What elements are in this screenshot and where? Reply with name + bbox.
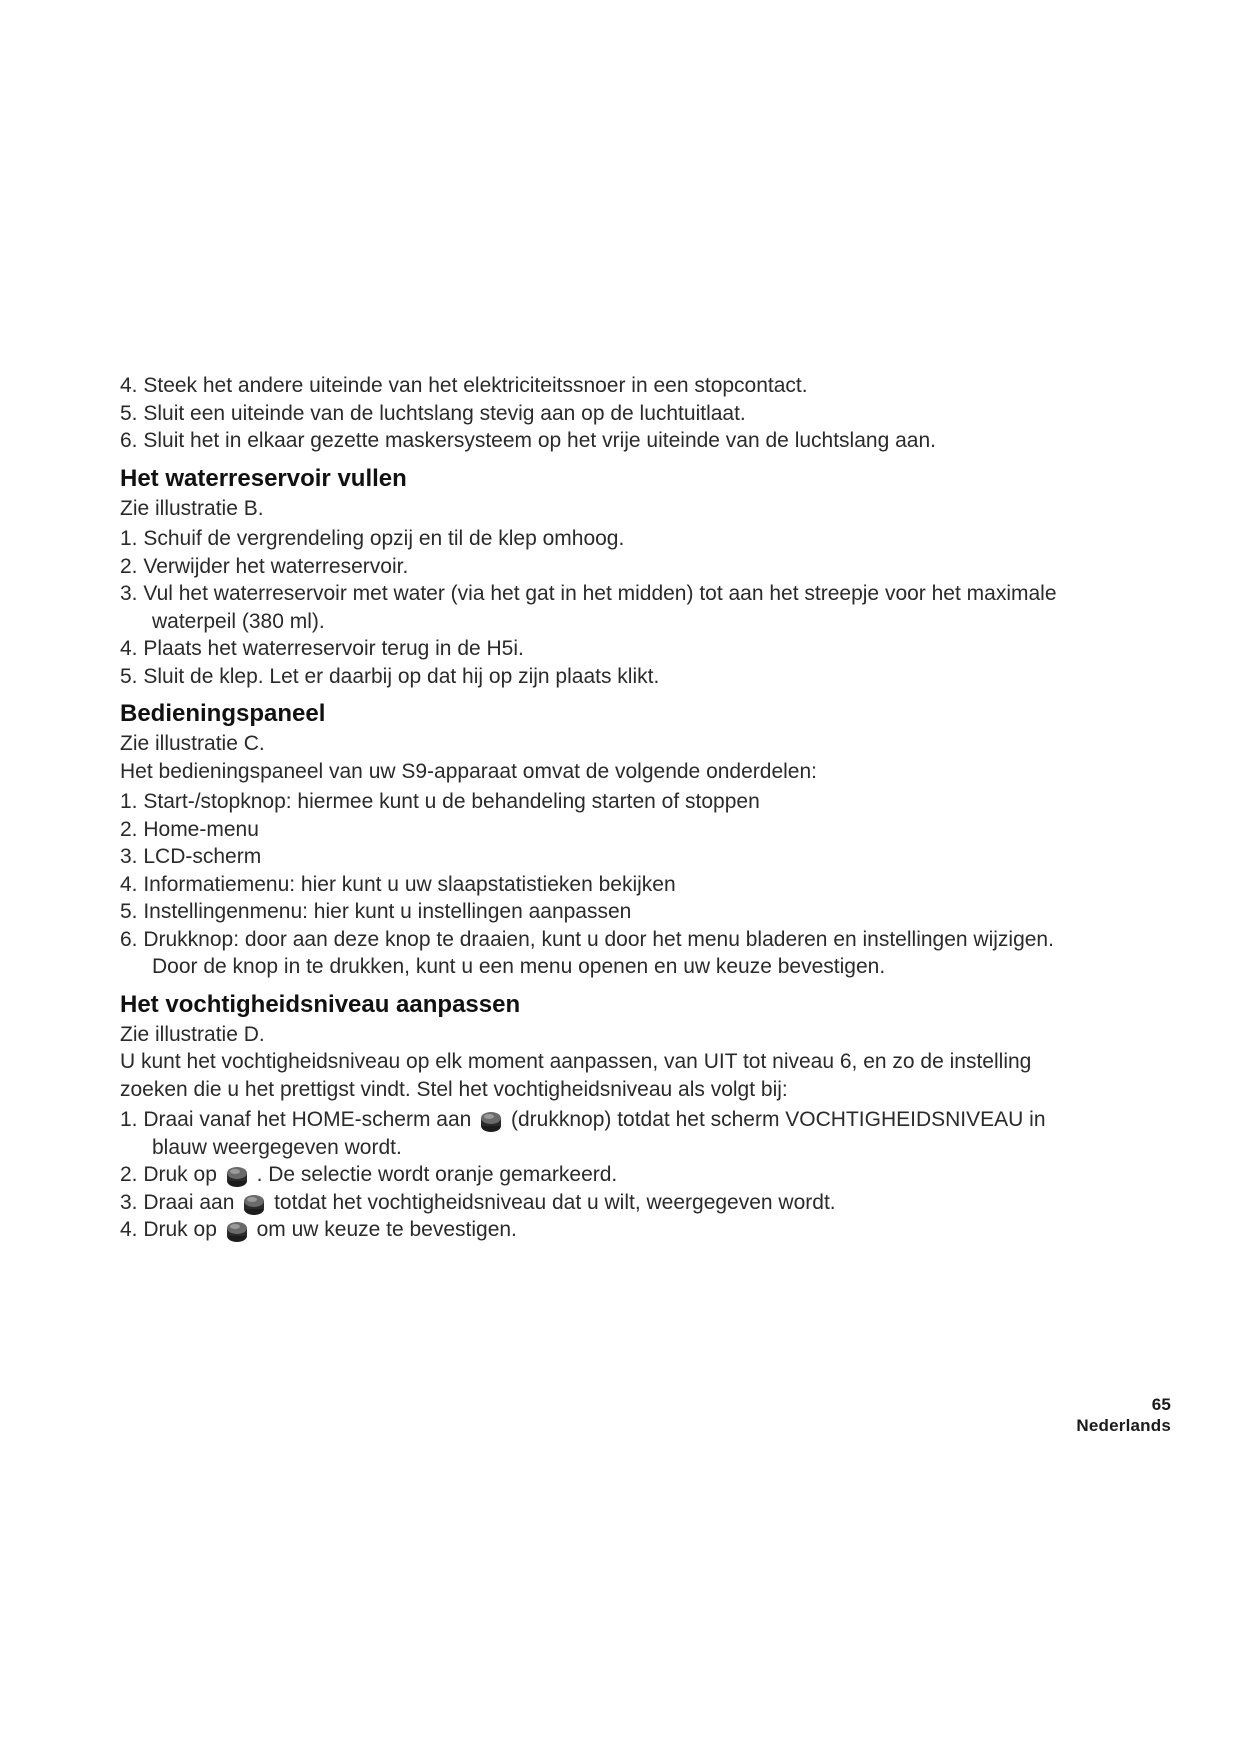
section-heading-control-panel: Bedieningspaneel (120, 700, 326, 727)
page-content (120, 372, 1120, 1244)
list-item: 3. Vul het waterreservoir met water (via het gat in het midden) tot aan het streepje voor het maximale (120, 582, 1057, 605)
list-item: 5. Instellingenmenu: hier kunt u instellingen aanpassen (120, 900, 632, 923)
list-item: 4. Steek het andere uiteinde van het elektriciteitssnoer in een stopcontact. (120, 374, 808, 397)
list-item: 4. Informatiemenu: hier kunt u uw slaapstatistieken bekijken (120, 872, 676, 896)
list-item: 2. Home-menu (120, 817, 259, 841)
section-heading-water-reservoir: Het waterreservoir vullen (120, 464, 407, 492)
push-dial-icon (225, 1164, 249, 1188)
step-text: 4. Druk op (120, 1218, 217, 1241)
page-number: 65 (1151, 1395, 1171, 1414)
paragraph: zoeken die u het prettigst vindt. Stel het vochtigheidsniveau als volgt bij: (120, 1077, 788, 1101)
section-heading-humidity: Het vochtigheidsniveau aanpassen (120, 990, 521, 1018)
illustration-reference: Zie illustratie C. (120, 732, 265, 755)
list-item: 2. Verwijder het waterreservoir. (120, 554, 409, 578)
list-item: 6. Sluit het in elkaar gezette maskersysteem op het vrije uiteinde van de luchtslang aan. (120, 429, 936, 452)
list-item-continuation: waterpeil (380 ml). (152, 609, 325, 633)
list-item: 1. Schuif de vergrendeling opzij en til de klep omhoog. (120, 527, 625, 550)
step-text: om uw keuze te bevestigen. (256, 1218, 517, 1241)
page-footer (1076, 1394, 1171, 1436)
paragraph: U kunt het vochtigheidsniveau op elk moment aanpassen, van UIT tot niveau 6, en zo de instelling (120, 1050, 1032, 1073)
list-item: 1. Start-/stopknop: hiermee kunt u de behandeling starten of stoppen (120, 790, 760, 813)
paragraph: Het bedieningspaneel van uw S9-apparaat omvat de volgende onderdelen: (120, 759, 817, 783)
list-item (120, 1216, 1120, 1244)
step-text: totdat het vochtigheidsniveau dat u wilt, weergegeven wordt. (274, 1190, 836, 1214)
list-item: 4. Plaats het waterreservoir terug in de H5i. (120, 637, 524, 660)
step-text: 3. Draai aan (120, 1190, 235, 1214)
step-text: (drukknop) totdat het scherm VOCHTIGHEIDSNIVEAU in (511, 1108, 1046, 1131)
illustration-reference: Zie illustratie D. (120, 1022, 265, 1046)
push-dial-icon (479, 1109, 503, 1133)
step-text: 1. Draai vanaf het HOME-scherm aan (120, 1108, 472, 1131)
step-text: 2. Druk op (120, 1163, 217, 1186)
illustration-reference: Zie illustratie B. (120, 496, 264, 520)
list-item: 5. Sluit de klep. Let er daarbij op dat hij op zijn plaats klikt. (120, 664, 660, 688)
push-dial-icon (242, 1192, 266, 1216)
push-dial-icon (225, 1219, 249, 1243)
list-item (120, 1189, 1120, 1217)
list-item-continuation: Door de knop in te drukken, kunt u een menu openen en uw keuze bevestigen. (152, 955, 886, 978)
list-item (120, 1161, 1120, 1189)
list-item-continuation: blauw weergegeven wordt. (152, 1135, 402, 1159)
list-item: 5. Sluit een uiteinde van de luchtslang stevig aan op de luchtuitlaat. (120, 401, 746, 425)
list-item: 6. Drukknop: door aan deze knop te draaien, kunt u door het menu bladeren en instellingen wijzigen. (120, 927, 1054, 951)
list-item (120, 1106, 1120, 1134)
step-text: . De selectie wordt oranje gemarkeerd. (256, 1163, 618, 1186)
language-label: Nederlands (1076, 1416, 1171, 1435)
list-item: 3. LCD-scherm (120, 845, 262, 868)
